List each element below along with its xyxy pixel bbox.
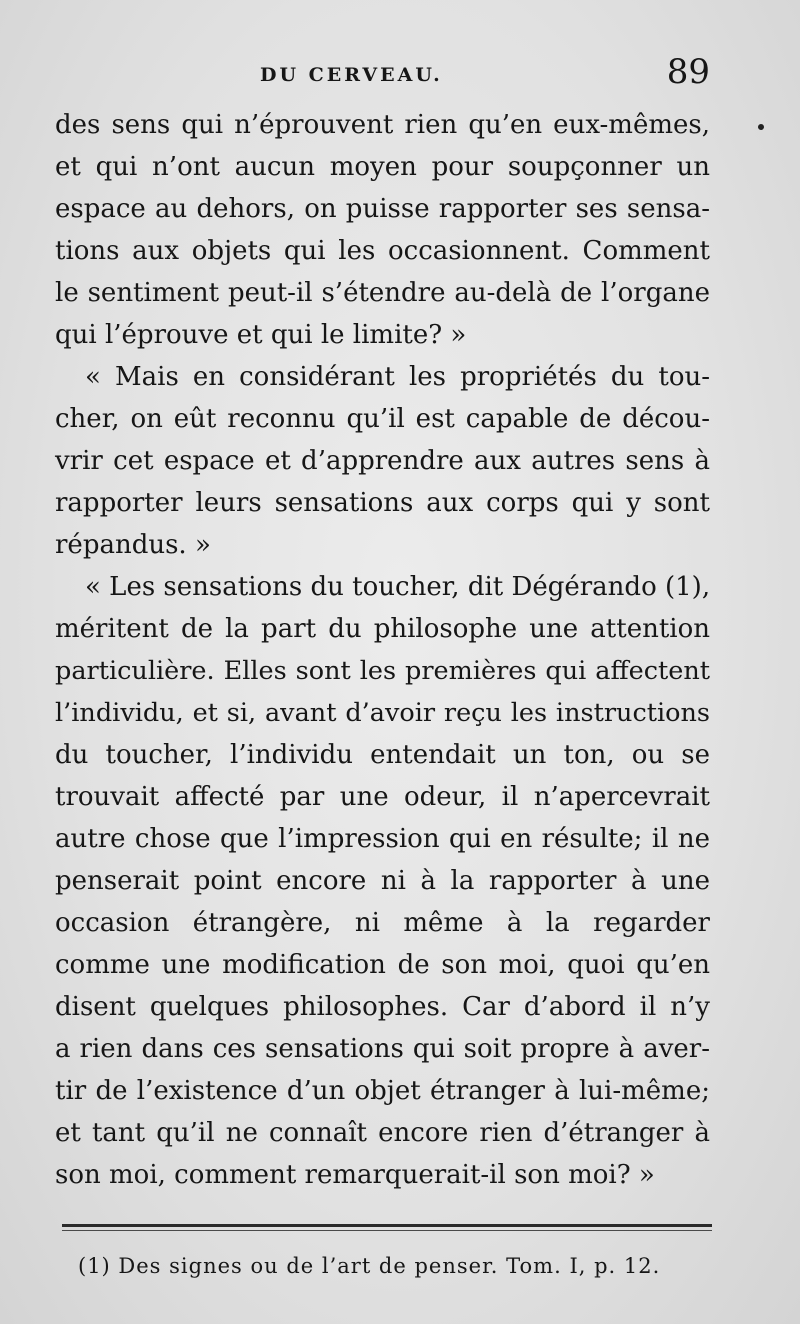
text-line: rapporter leurs sensations aux corps qui y sont bbox=[55, 488, 710, 518]
text-line: méritent de la part du philosophe une attention bbox=[55, 614, 710, 644]
text-line: qui l’éprouve et qui le limite? » bbox=[55, 320, 467, 350]
text-line: « Mais en considérant les propriétés du tou- bbox=[85, 362, 710, 392]
margin-mark bbox=[758, 124, 764, 130]
text-line: tir de l’existence d’un objet étranger à lui-même; bbox=[55, 1076, 710, 1106]
text-line: particulière. Elles sont les premières qui affectent bbox=[55, 656, 710, 686]
text-line: a rien dans ces sensations qui soit propre à aver- bbox=[55, 1034, 710, 1064]
text-line: espace au dehors, on puisse rapporter ses sensa- bbox=[55, 194, 710, 224]
text-line: comme une modification de son moi, quoi qu’en bbox=[55, 950, 710, 980]
text-line: tions aux objets qui les occasionnent. Comment bbox=[55, 236, 710, 266]
footnote-rule-thin bbox=[62, 1230, 712, 1231]
footnote-rule bbox=[62, 1224, 712, 1227]
text-line: le sentiment peut-il s’étendre au-delà de l’organe bbox=[55, 278, 710, 308]
page-number: 89 bbox=[666, 52, 710, 92]
text-line: et tant qu’il ne connaît encore rien d’étranger à bbox=[55, 1118, 710, 1148]
text-line: du toucher, l’individu entendait un ton, ou se bbox=[55, 740, 710, 770]
text-line: répandus. » bbox=[55, 530, 211, 560]
page-header bbox=[55, 52, 710, 102]
footnote: (1) Des signes ou de l’art de penser. Tom. I, p. 12. bbox=[78, 1254, 661, 1278]
text-line: disent quelques philosophes. Car d’abord il n’y bbox=[55, 992, 710, 1022]
text-line: penserait point encore ni à la rapporter à une bbox=[55, 866, 710, 896]
text-line: cher, on eût reconnu qu’il est capable de décou- bbox=[55, 404, 710, 434]
text-line: des sens qui n’éprouvent rien qu’en eux-mêmes, bbox=[55, 110, 710, 140]
text-line: trouvait affecté par une odeur, il n’apercevrait bbox=[55, 782, 710, 812]
text-line: et qui n’ont aucun moyen pour soupçonner un bbox=[55, 152, 710, 182]
text-line: l’individu, et si, avant d’avoir reçu les instructions bbox=[55, 698, 710, 728]
running-head: DU CERVEAU. bbox=[260, 64, 443, 86]
text-line: son moi, comment remarquerait-il son moi? » bbox=[55, 1160, 655, 1190]
text-line: occasion étrangère, ni même à la regarder bbox=[55, 908, 710, 938]
text-line: « Les sensations du toucher, dit Dégérando (1), bbox=[85, 572, 711, 602]
body-text bbox=[55, 104, 710, 1196]
text-line: vrir cet espace et d’apprendre aux autres sens à bbox=[55, 446, 710, 476]
text-line: autre chose que l’impression qui en résulte; il ne bbox=[55, 824, 710, 854]
